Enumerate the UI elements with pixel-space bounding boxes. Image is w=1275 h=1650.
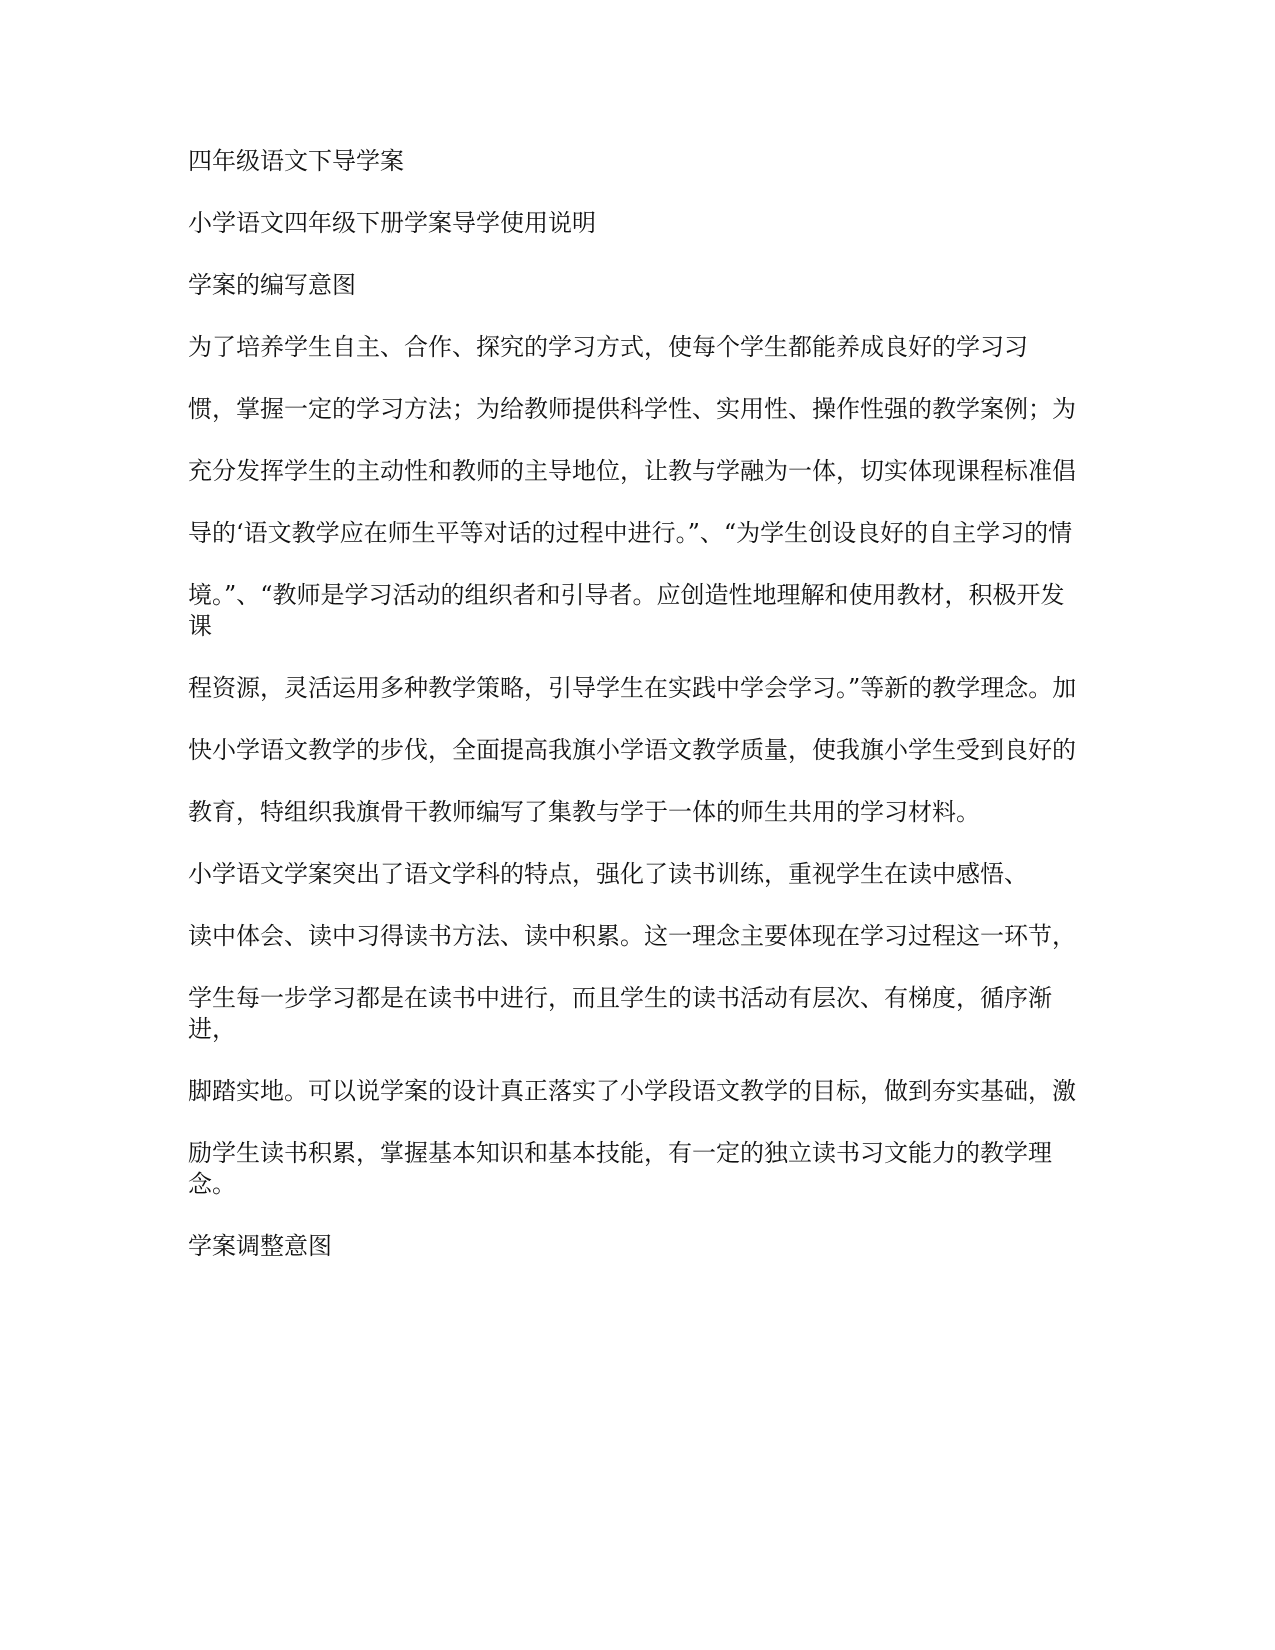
paragraph-line: 励学生读书积累，掌握基本知识和基本技能，有一定的独立读书习文能力的教学理念。 [188,1139,1052,1198]
paragraph-line: 导的‘语文教学应在师生平等对话的过程中进行。”、“为学生创设良好的自主学习的情 [188,519,1073,547]
paragraph-line: 快小学语文教学的步伐，全面提高我旗小学语文教学质量，使我旗小学生受到良好的 [188,736,1076,764]
section-heading-adjustment-intent: 学案调整意图 [188,1232,332,1260]
document-subtitle: 小学语文四年级下册学案导学使用说明 [188,209,596,237]
paragraph-line: 境。”、“教师是学习活动的组织者和引导者。应创造性地理解和使用教材，积极开发课 [188,581,1065,640]
paragraph-line: 教育，特组织我旗骨干教师编写了集教与学于一体的师生共用的学习材料。 [188,798,980,826]
paragraph-line: 惯，掌握一定的学习方法；为给教师提供科学性、实用性、操作性强的教学案例；为 [188,395,1076,423]
paragraph-line: 程资源，灵活运用多种教学策略，引导学生在实践中学会学习。”等新的教学理念。加 [188,674,1077,702]
paragraph-line: 学生每一步学习都是在读书中进行，而且学生的读书活动有层次、有梯度，循序渐进， [188,984,1052,1043]
paragraph-line: 小学语文学案突出了语文学科的特点，强化了读书训练，重视学生在读中感悟、 [188,860,1028,888]
document-title: 四年级语文下导学案 [188,147,404,175]
document-body [188,146,1088,1262]
paragraph-line: 读中体会、读中习得读书方法、读中积累。这一理念主要体现在学习过程这一环节， [188,922,1076,950]
paragraph-line: 充分发挥学生的主动性和教师的主导地位，让教与学融为一体，切实体现课程标准倡 [188,457,1076,485]
paragraph-line: 为了培养学生自主、合作、探究的学习方式，使每个学生都能养成良好的学习习 [188,333,1028,361]
paragraph-line: 脚踏实地。可以说学案的设计真正落实了小学段语文教学的目标，做到夯实基础，激 [188,1077,1076,1105]
section-heading-writing-intent: 学案的编写意图 [188,271,356,299]
